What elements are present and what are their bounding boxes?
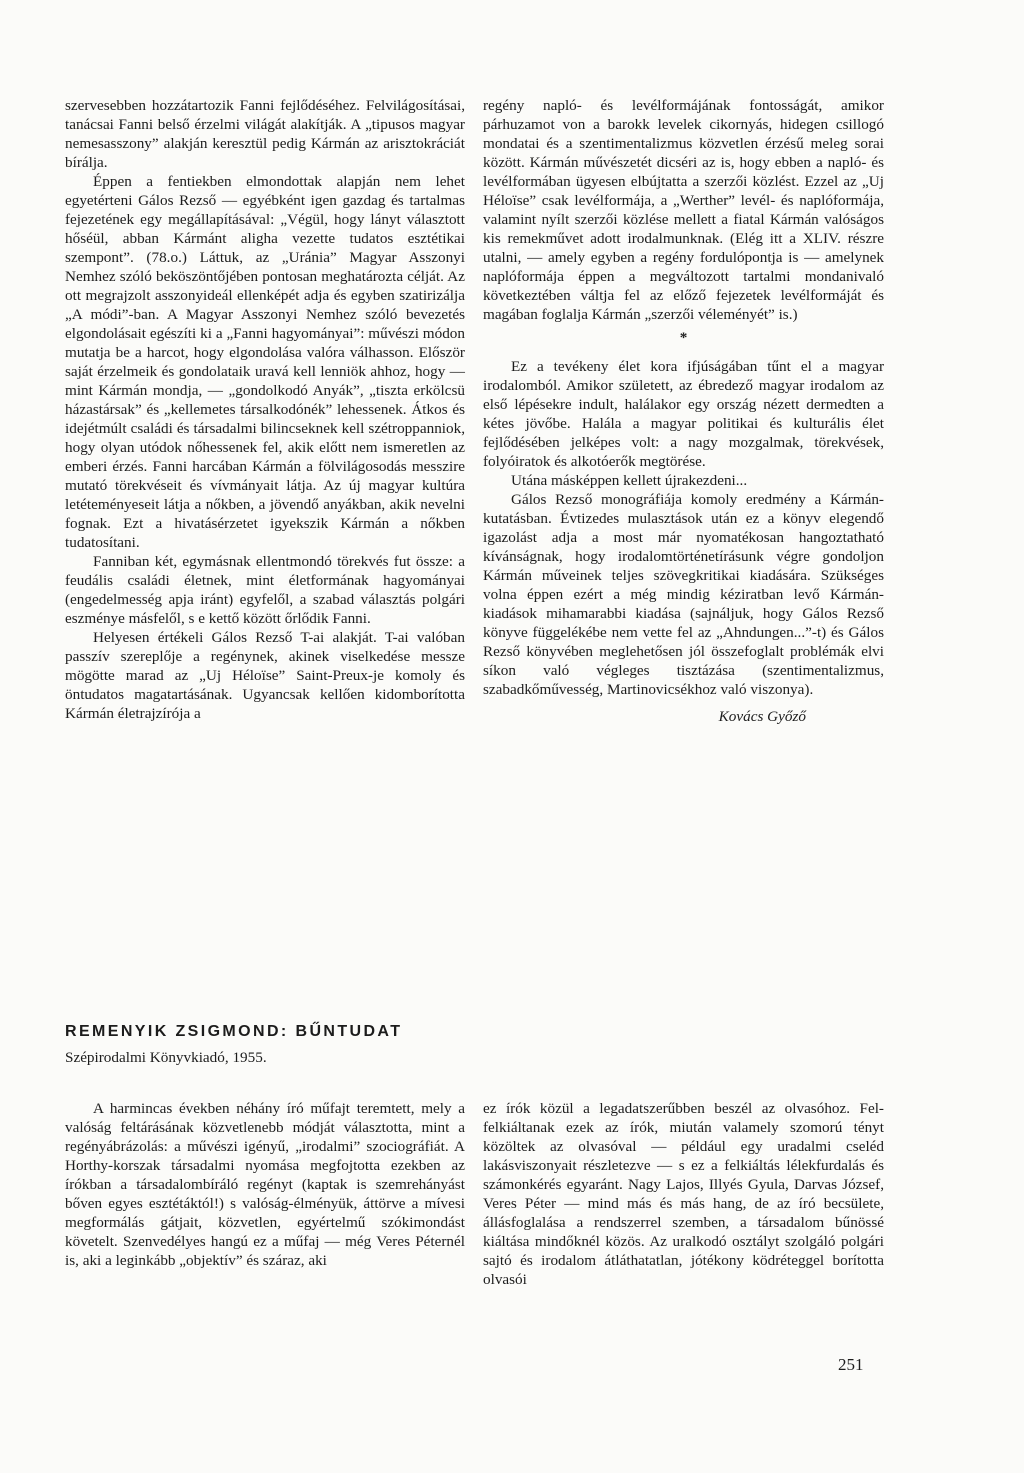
paragraph: Éppen a fentiekben elmondottak alapján nem lehet egyetérteni Gálos Rezső — egyébként igen gazdag és tartalmas fejezetének egy megállapításával: „Végül, hogy lányt választott hőséül, abban Kármánt aligha vezette tudatos esztétikai szempont”. (78.o.) Láttuk, az „Uránia” Magyar Asszonyi Nemhez szóló beköszöntőjében pontosan meghatározta célját. Az ott megrajzolt asszonyideál ellenképét adja és egyben szatirizálja „A módi”-ban. A Magyar Asszonyi Nemhez szóló bevezetés elgondolásait egészíti ki a „Fanni hagyományai”: művészi módon mutatja be a harcot, hogy elgondolása valóra válhasson. Először saját érzelmeik és gondolataik uravá kell lenniök ahhoz, hogy — mint Kármán mondja, — „gondolkodó Anyák”, „tiszta erkölcsü házastársak” és „kellemetes társalkodónék” lehessenek. Átkos és idejétmúlt családi és társadalmi bilincseknek kell szétroppanniok, hogy olyan utódok nőhessenek fel, akik előtt nem ismeretlen az emberi érzés. Fanni harcában Kármán a fölvilágosodás messzire mutató törekvéseit és vívmányait látja. Az új magyar kultúra letéteményeseit látja a nőkben, a jövendő anyákban, akik nevelni fognak. Ezt a hivatásérzetet igyekszik Kármán a nőkben tudatosítani. [65, 173, 465, 551]
paragraph: Utána másképpen kellett újrakezdeni... [511, 472, 748, 489]
page-number: 251 [838, 1355, 864, 1374]
right-column-bottom [483, 1099, 884, 1289]
left-column-top [65, 96, 465, 723]
paragraph: Ez a tevékeny élet kora ifjúságában tűnt el a magyar irodalomból. Amikor született, az ébredező magyar irodalom az első lépésekre indult, halálakor egy ország nézett dermedten a kétes jövőbe. Halála a magyar politikai és kulturális élet fejlődésében jelképes volt: a nagy mozgalmak, törekvések, folyóiratok és alkotóerők megtörése. [483, 358, 884, 470]
review-publisher: Szépirodalmi Könyvkiadó, 1955. [65, 1049, 267, 1066]
left-column-bottom [65, 1099, 465, 1270]
paragraph: Helyesen értékeli Gálos Rezső T-ai alakját. T-ai valóban passzív szereplője a regénynek, akinek viselkedése messze mögötte marad az „Uj Héloïse” Saint-Preux-je komoly és öntudatos magatartásának. Ugyancsak kellően kidomborította Kármán életrajzírója a [65, 629, 465, 722]
paragraph: A harmincas években néhány író műfajt teremtett, mely a valóság feltárásának közvetlenebb módját választotta, mint a regényábrázolás: a művészi igényű, „irodalmi” szociográfiát. A Horthy-korszak társadalmi nyomása megfojtotta ezekben az írókban a társadalombíráló regényt (kaptak is szemrehányást bőven egyes esztétáktól!) s valóság-élményük, áttörve a mívesi megformálás gátjait, közvetlen, egyértelmű szókimondást követelt. Szenvedélyes hangú ez a műfaj — még Veres Péternél is, aki a leginkább „objektív” és száraz, aki [65, 1100, 465, 1269]
paragraph: Gálos Rezső monográfiája komoly eredmény a Kármán-kutatásban. Évtizedes mulasztások után ez a könyv elegendő igazolást adja a most már nyomatékosan hangoztatható kívánságnak, hogy irodalomtörténetírásunk végre gondoljon Kármán műveinek teljes szövegkritikai kiadására. Szükséges volna éppen ezért a még mindig kéziratban levő Kármán-kiadások mihamarabbi kiadása (sajnáljuk, hogy Gálos Rezső könyve függelékébe nem vette fel az „Ahndungen...”-t) és Gálos Rezső könyvében meglehetősen jól összefoglalt problémák elvi síkon való végleges tisztázása (szentimentalizmus, szabadkőművesség, Martinovicsékhoz való viszonya). [483, 491, 884, 698]
right-column-top [483, 96, 884, 726]
paragraph: regény napló- és levélformájának fontosságát, amikor párhuzamot von a barokk levelek cikornyás, hidegen csillogó mondatai és a szentimentalizmus közvetlen érzésű meleg sorai között. Kármán művészetét dicséri az is, hogy ebben a napló- és levélformában ügyesen elbújtatta a szerzői közlést. Ezzel az „Uj Héloïse” csak levélformája, a „Werther” levél- és naplóformája, valamint nyílt szerzői közlése mellett a fiatal Kármán valóságos kis remekművet adott irodalmunknak. (Elég itt a XLIV. részre utalni, — amely egyben a regény fordulópontja is — amelynek naplóformája éppen a megváltozott tartalmi mondanivaló következtében váltja fel az előző fejezetek levélformáját és magában foglalja Kármán „szerzői véleményét” is.) [483, 97, 884, 323]
review-title: REMENYIK ZSIGMOND: BŰNTUDAT [65, 1023, 403, 1040]
review-heading [65, 1022, 895, 1068]
section-separator: * [679, 329, 688, 346]
author-signature: Kovács Győző [718, 708, 806, 725]
paragraph: szervesebben hozzátartozik Fanni fejlődéséhez. Felvilágosításai, tanácsai Fanni belső érzelmi világát alakítják. A „tipusos magyar nemesasszony” alakján keresztül pedig Kármán az arisztokráciát bírálja. [65, 97, 465, 171]
paragraph: ez írók közül a legadatszerűbben beszél az olvasóhoz. Fel-felkiáltanak ezek az írók, miután valamely szomorú tényt közöltek az olvasóval — például egy uradalmi cseléd lakásviszonyait részletezve — s ez a felkiáltás lélekfurdalás és számonkérés egyaránt. Nagy Lajos, Illyés Gyula, Darvas József, Veres Péter — mind más és más hang, de az író becsülete, állásfoglalása a rendszerrel szemben, a társadalom bűnössé kiáltása mindőknél közös. Az uralkodó osztályt szolgáló polgári sajtó és irodalom átláthatatlan, jótékony ködréteggel borította olvasói [483, 1100, 884, 1288]
paragraph: Fanniban két, egymásnak ellentmondó törekvés fut össze: a feudális családi életnek, mint életformának hagyományai (engedelmesség apja iránt) egyfelől, a szabad választás polgári eszménye másfelől, s e kettő között őrlődik Fanni. [65, 553, 465, 627]
